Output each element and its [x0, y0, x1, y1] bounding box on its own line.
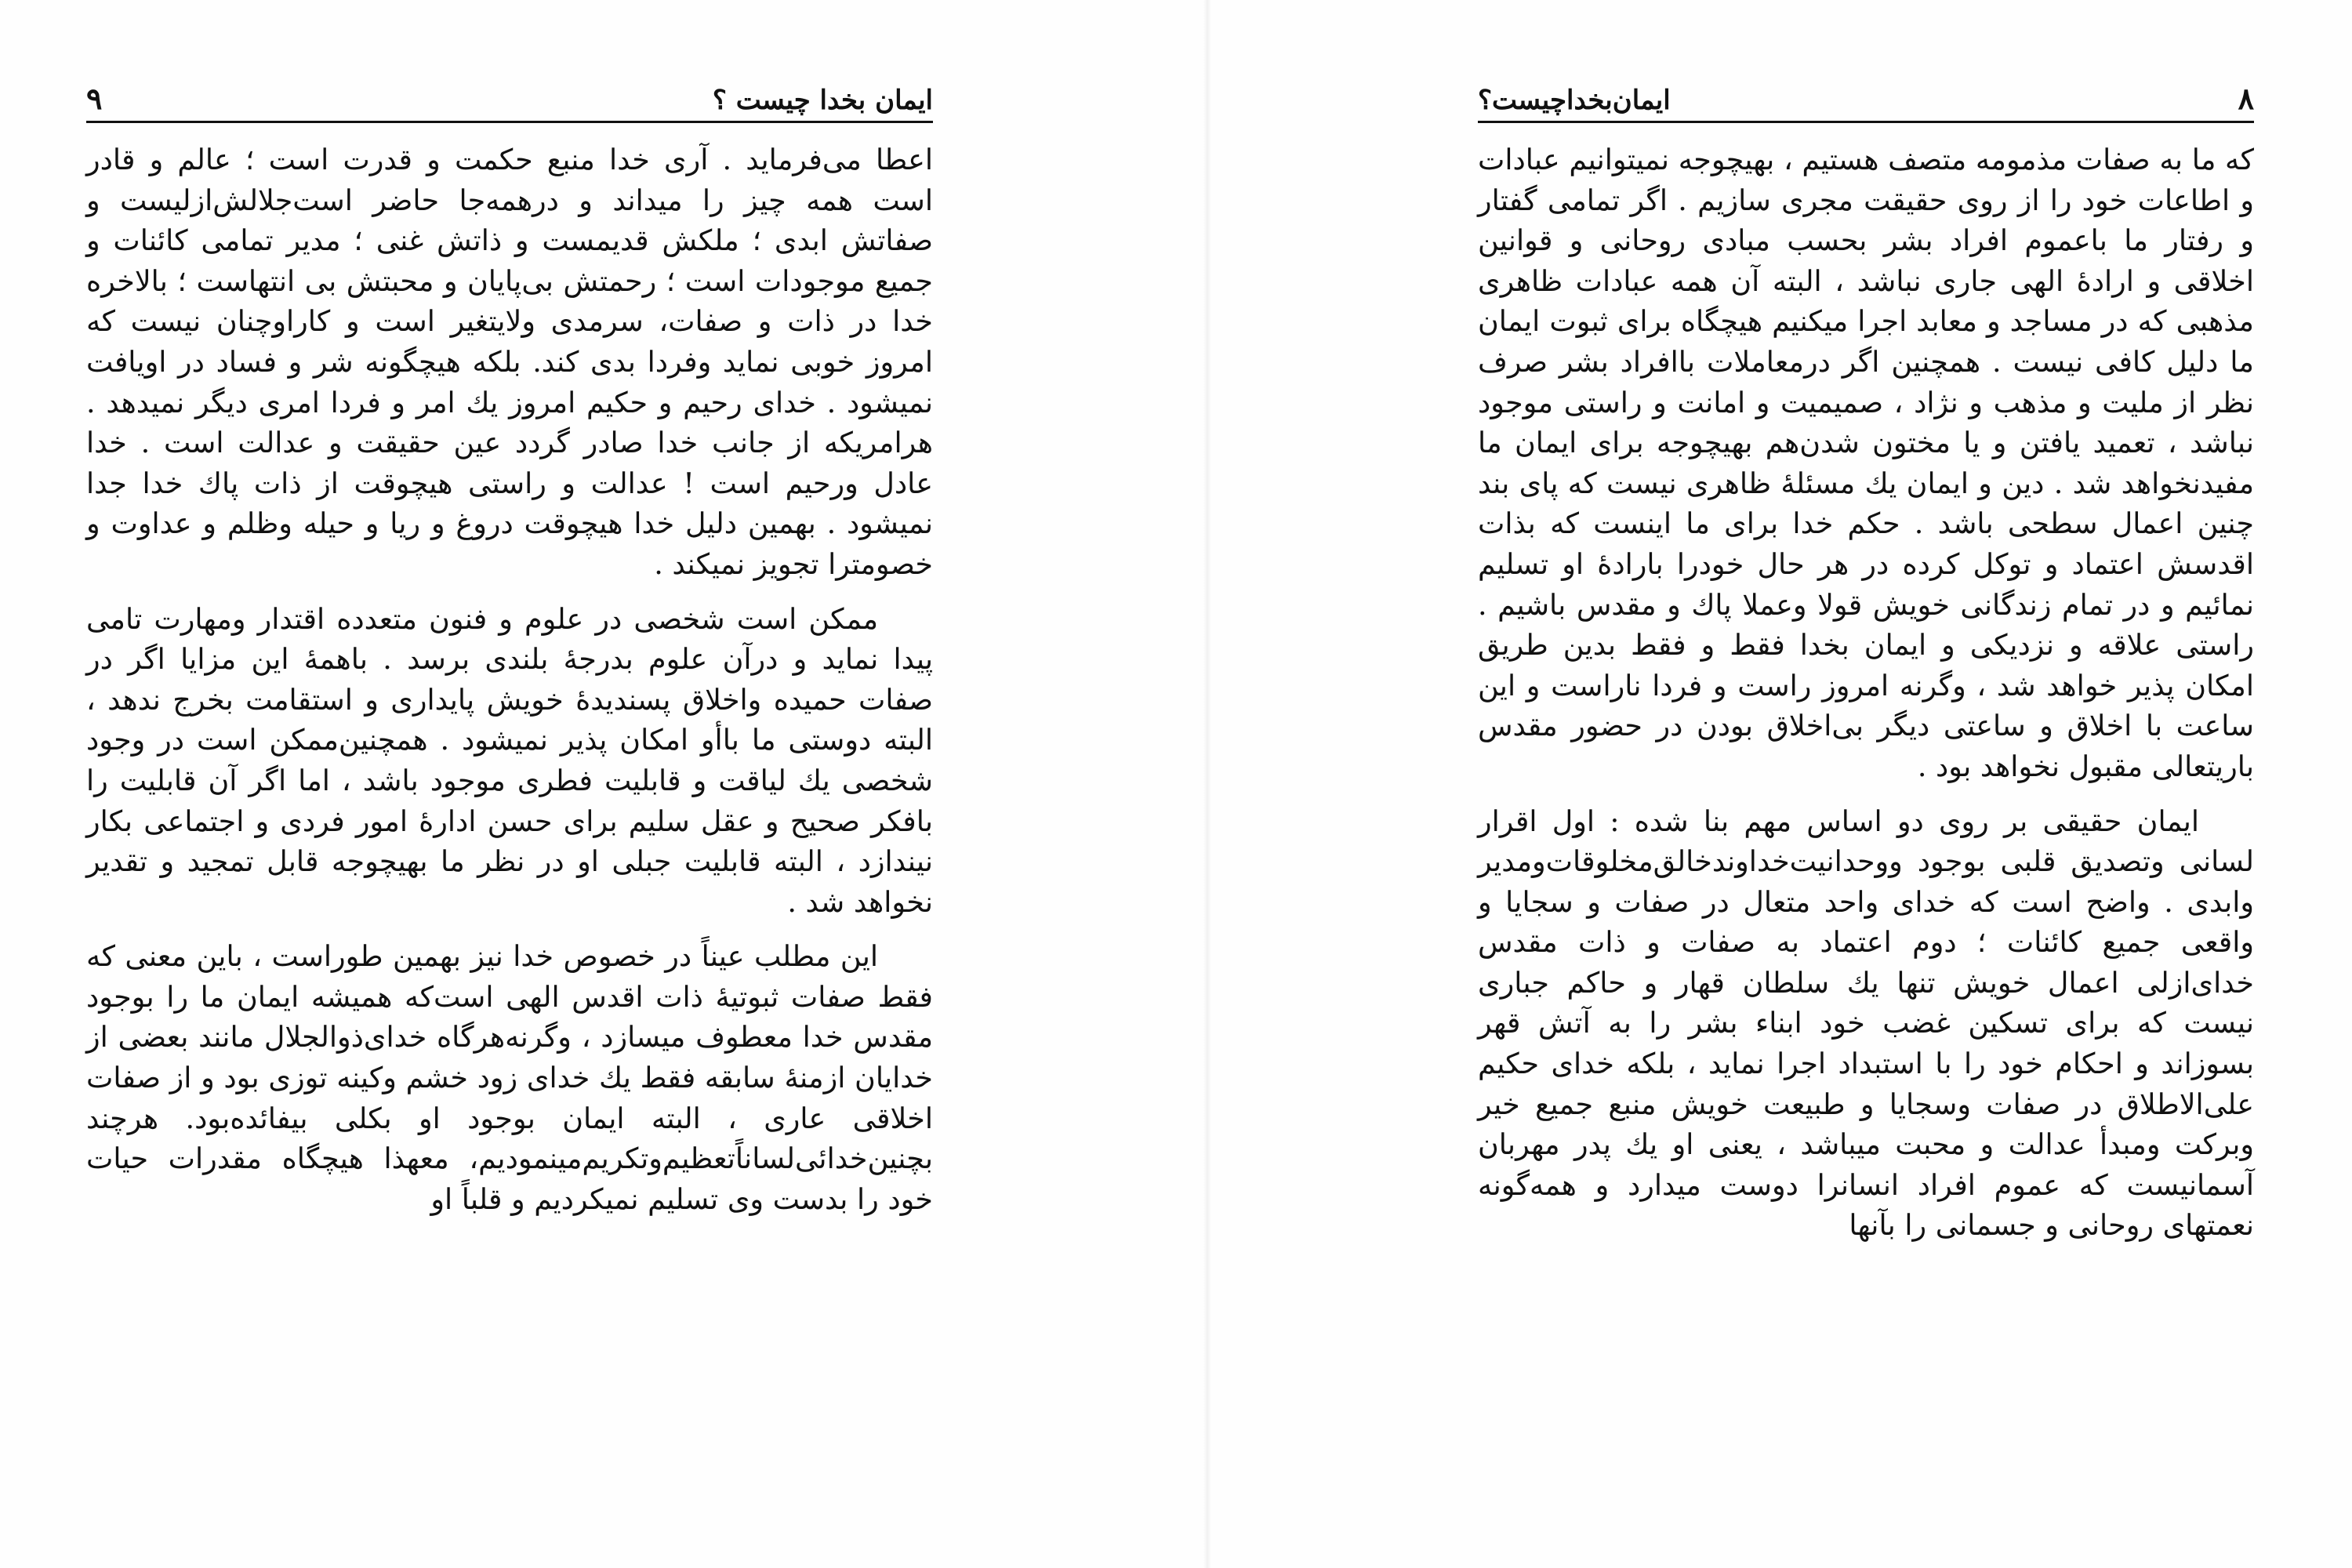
right-page-header [1478, 72, 2254, 123]
left-paragraph-2: ممکن است شخصی در علوم و فنون متعدده اقتدار ومهارت تامی پیدا نماید و درآن علوم بدرجهٔ بلندی برسد . باهمهٔ این مزایا اگر در صفات حمیده واخلاق پسندیدهٔ خویش پایداری و استقامت بخرج ندهد ، البته دوستی ما باأو امکان پذیر نمیشود . همچنین‌ممکن است در وجود شخصی یك لیاقت و قابلیت فطری موجود باشد ، اما اگر آن قابلیت را بافکر صحیح و عقل سلیم برای حسن ادارهٔ امور فردی و اجتماعی بکار نیندازد ، البته قابلیت جبلی او در نظر ما بهیچوجه قابل تمجید و تقدیر نخواهد شد . [86, 601, 933, 919]
right-page-number: ۸ [2238, 81, 2254, 116]
right-paragraph-2: ایمان حقیقی بر روی دو اساس مهم بنا شده : اول اقرار لسانی وتصدیق قلبی بوجود ووحدانیت‌خداوندخالق‌مخلوقات‌ومدیر وابدی . واضح است که خدای واحد متعال در صفات و سجایا و واقعی جمیع کائنات ؛ دوم اعتماد به صفات و ذات مقدس خدای‌ازلی اعمال خویش تنها یك سلطان قهار و حاکم جباری نیست که برای تسکین غضب خود ابناء بشر را به آتش قهر بسوزاند و احکام خود را با استبداد اجرا نماید ، بلکه خدای حکیم علی‌الاطلاق در صفات وسجایا و طبیعت خویش منبع جمیع خیر وبرکت ومبدأ عدالت و محبت میباشد ، یعنی او یك پدر مهربان آسمانیست که عموم افراد انسانرا دوست میدارد و همه‌گونه نعمتهای روحانی و جسمانی را بآنها [1478, 804, 2254, 1243]
left-running-title: ایمان بخدا چیست ؟ [712, 85, 933, 116]
right-paragraph-1: که ما به صفات مذمومه متصف هستیم ، بهیچوجه نمیتوانیم عبادات و اطاعات خود را از روی حقیقت مجری سازیم . اگر تمامی گفتار و رفتار ما باعموم افراد بشر بحسب مبادی روحانی و قوانین اخلاقی و ارادهٔ الهی جاری نباشد ، البته آن همه عبادات ظاهری مذهبی که در مساجد و معابد اجرا میکنیم هیچگاه برای ثبوت ایمان ما دلیل کافی نیست . همچنین اگر درمعاملات باافراد بشر صرف نظر از ملیت و مذهب و نژاد ، صمیمیت و امانت و راستی موجود نباشد ، تعمید یافتن و یا مختون شدن‌هم بهیچوجه برای ایمان ما مفیدنخواهد شد . دین و ایمان یك مسئلهٔ ظاهری نیست که پای بند چنین اعمال سطحی باشد . حکم خدا برای ما اینست که بذات اقدسش اعتماد و توکل کرده در هر حال خودرا بارادهٔ او تسلیم نمائیم و در تمام زندگانی خویش قولا وعملا پاك و مقدس باشیم . راستی علاقه و نزدیکی و ایمان بخدا فقط و فقط بدین طریق امکان پذیر خواهد شد ، وگرنه امروز راست و فردا ناراست و این ساعت با اخلاق و ساعتی دیگر بی‌اخلاق بودن در حضور مقدس باریتعالی مقبول نخواهد بود . [1478, 143, 2254, 783]
left-paragraph-1: اعطا می‌فرماید . آری خدا منبع حکمت و قدرت است ؛ عالم و قادر است همه چیز را میداند و درهمه‌جا حاضر است‌جلالش‌ازلیست و صفاتش ابدی ؛ ملکش قدیمست و ذاتش غنی ؛ مدیر تمامی کائنات و جمیع موجودات است ؛ رحمتش بی‌پایان و محبتش بی انتهاست ؛ بالاخره خدا در ذات و صفات، سرمدی ولایتغیر است و کاراوچنان نیست که امروز خوبی نماید وفردا بدی کند. بلکه هیچگونه شر و فساد در اویافت نمیشود . خدای رحیم و حکیم امروز یك امر و فردا امری دیگر نمیدهد . هرامریکه از جانب خدا صادر گردد عین حقیقت و عدالت است . خدا عادل ورحیم است ! عدالت و راستی هیچوقت از ذات پاك خدا جدا نمیشود . بهمین دلیل خدا هیچوقت دروغ و ریا و حیله وظلم و عداوت و خصومترا تجویز نمیکند . [86, 143, 933, 581]
right-page [1211, 0, 2352, 1568]
left-page-body [86, 140, 933, 1219]
left-page-number: ۹ [86, 81, 103, 116]
left-page-header [86, 72, 933, 123]
right-page-body [1478, 140, 2254, 1246]
left-paragraph-3: این مطلب عیناً در خصوص خدا نیز بهمین طوراست ، باین معنی که فقط صفات ثبوتیهٔ ذات اقدس الهی است‌که همیشه ایمان ما را بوجود مقدس خدا معطوف میسازد ، وگرنه‌هرگاه خدای‌ذوالجلال مانند بعضی از خدایان ازمنهٔ سابقه فقط یك خدای زود خشم وکینه توزی بود و از صفات اخلاقی عاری ، البته ایمان بوجود او بکلی بیفائده‌بود. هرچند بچنین‌خدائی‌لساناً‌تعظیم‌وتکریم‌مینمودیم، معهذا هیچگاه مقدرات حیات خود را بدست وی تسلیم نمیکردیم و قلباً او [86, 939, 933, 1216]
right-running-title: ایمان‌بخداچیست؟ [1478, 85, 1671, 116]
